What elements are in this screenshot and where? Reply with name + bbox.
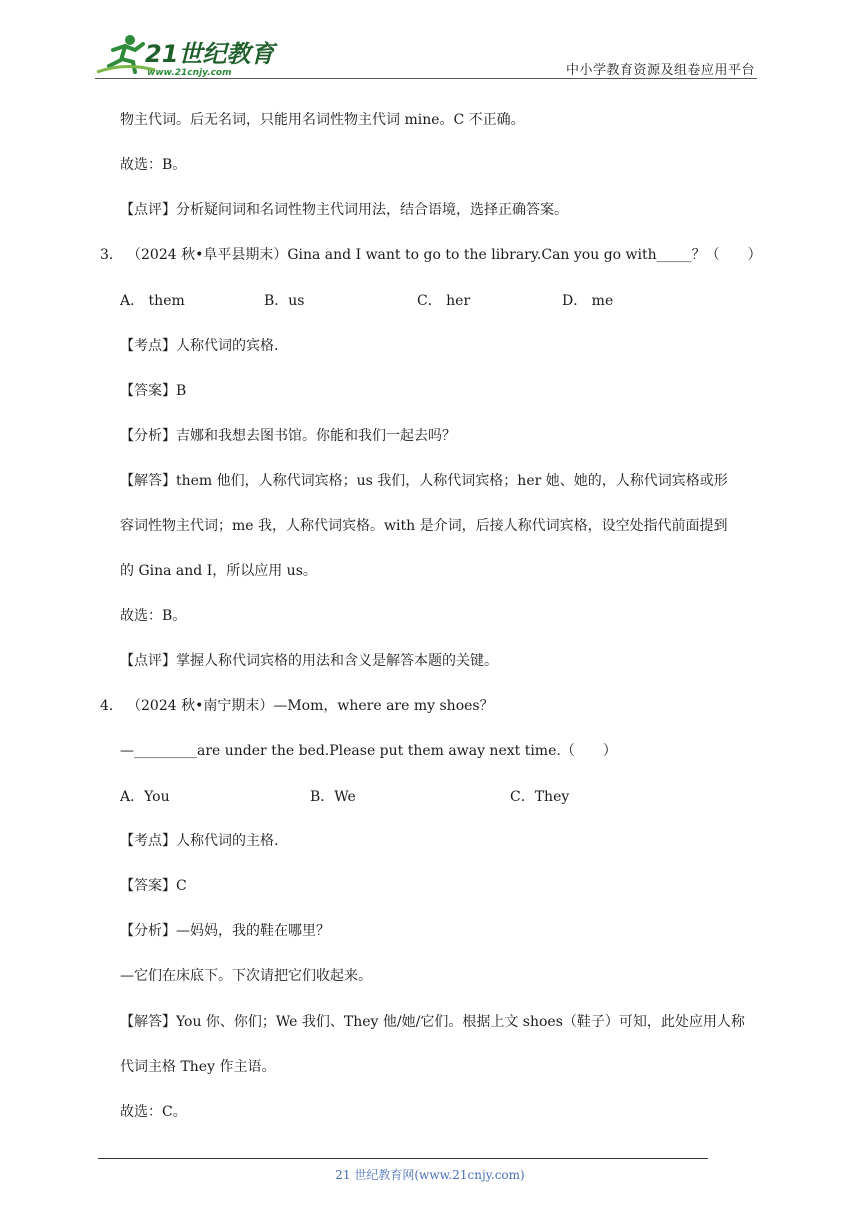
logo-url: www.21cnjy.com bbox=[147, 68, 232, 78]
option-a: A．You bbox=[120, 789, 170, 805]
analysis: 【分析】吉娜和我想去图书馆。你能和我们一起去吗？ bbox=[120, 428, 456, 444]
option-b: B．We bbox=[310, 789, 356, 805]
option-c: C．They bbox=[510, 789, 570, 805]
question-stem: （2024 秋•南宁期末）—Mom，where are my shoes？ bbox=[127, 698, 494, 714]
choice-line: 故选：B。 bbox=[120, 608, 187, 624]
solution-line: 容词性物主代词；me 我，人称代词宾格。with 是介词，后接人称代词宾格，设空处指代前面提到 bbox=[120, 518, 728, 534]
question-number: 4． bbox=[100, 698, 123, 714]
analysis: —它们在床底下。下次请把它们收起来。 bbox=[120, 968, 372, 984]
question-stem: （2024 秋•阜平县期末）Gina and I want to go to the library.Can you go with_____？（ ） bbox=[127, 247, 762, 263]
answer: 【答案】B bbox=[120, 383, 187, 399]
option-b: B．us bbox=[264, 293, 305, 309]
comment-line: 【点评】掌握人称代词宾格的用法和含义是解答本题的关键。 bbox=[120, 653, 498, 669]
option-c: C． her bbox=[417, 293, 471, 309]
option-a: A． them bbox=[120, 293, 185, 309]
knowledge-point: 【考点】人称代词的主格. bbox=[120, 833, 279, 849]
solution-line: 的 Gina and I，所以应用 us。 bbox=[120, 563, 317, 579]
comment-line: 【点评】分析疑问词和名词性物主代词用法，结合语境，选择正确答案。 bbox=[120, 202, 568, 218]
solution-line: 代词主格 They 作主语。 bbox=[120, 1059, 276, 1075]
option-d: D． me bbox=[562, 293, 614, 309]
footer-link[interactable]: 21 世纪教育网(www.21cnjy.com) bbox=[335, 1168, 525, 1182]
knowledge-point: 【考点】人称代词的宾格. bbox=[120, 338, 279, 354]
text-line: 故选：B。 bbox=[120, 157, 187, 173]
analysis: 【分析】—妈妈，我的鞋在哪里？ bbox=[120, 923, 330, 939]
question-stem: —_________are under the bed.Please put them away next time.（ ） bbox=[120, 743, 617, 759]
logo bbox=[95, 32, 275, 78]
header-divider bbox=[95, 78, 757, 79]
header-platform-text: 中小学教育资源及组卷应用平台 bbox=[565, 63, 755, 78]
solution-line: 【解答】You 你、你们；We 我们、They 他/她/它们。根据上文 shoes（鞋子）可知，此处应用人称 bbox=[120, 1014, 745, 1030]
text-line: 物主代词。后无名词，只能用名词性物主代词 mine。C 不正确。 bbox=[120, 112, 525, 128]
answer: 【答案】C bbox=[120, 878, 187, 894]
question-number: 3． bbox=[100, 247, 123, 263]
footer-divider bbox=[98, 1158, 708, 1159]
logo-text: 21世纪教育 bbox=[145, 40, 275, 68]
choice-line: 故选：C。 bbox=[120, 1104, 187, 1120]
page-header bbox=[95, 30, 757, 80]
solution-line: 【解答】them 他们，人称代词宾格；us 我们，人称代词宾格；her 她、她的，人称代词宾格或形 bbox=[120, 473, 728, 489]
